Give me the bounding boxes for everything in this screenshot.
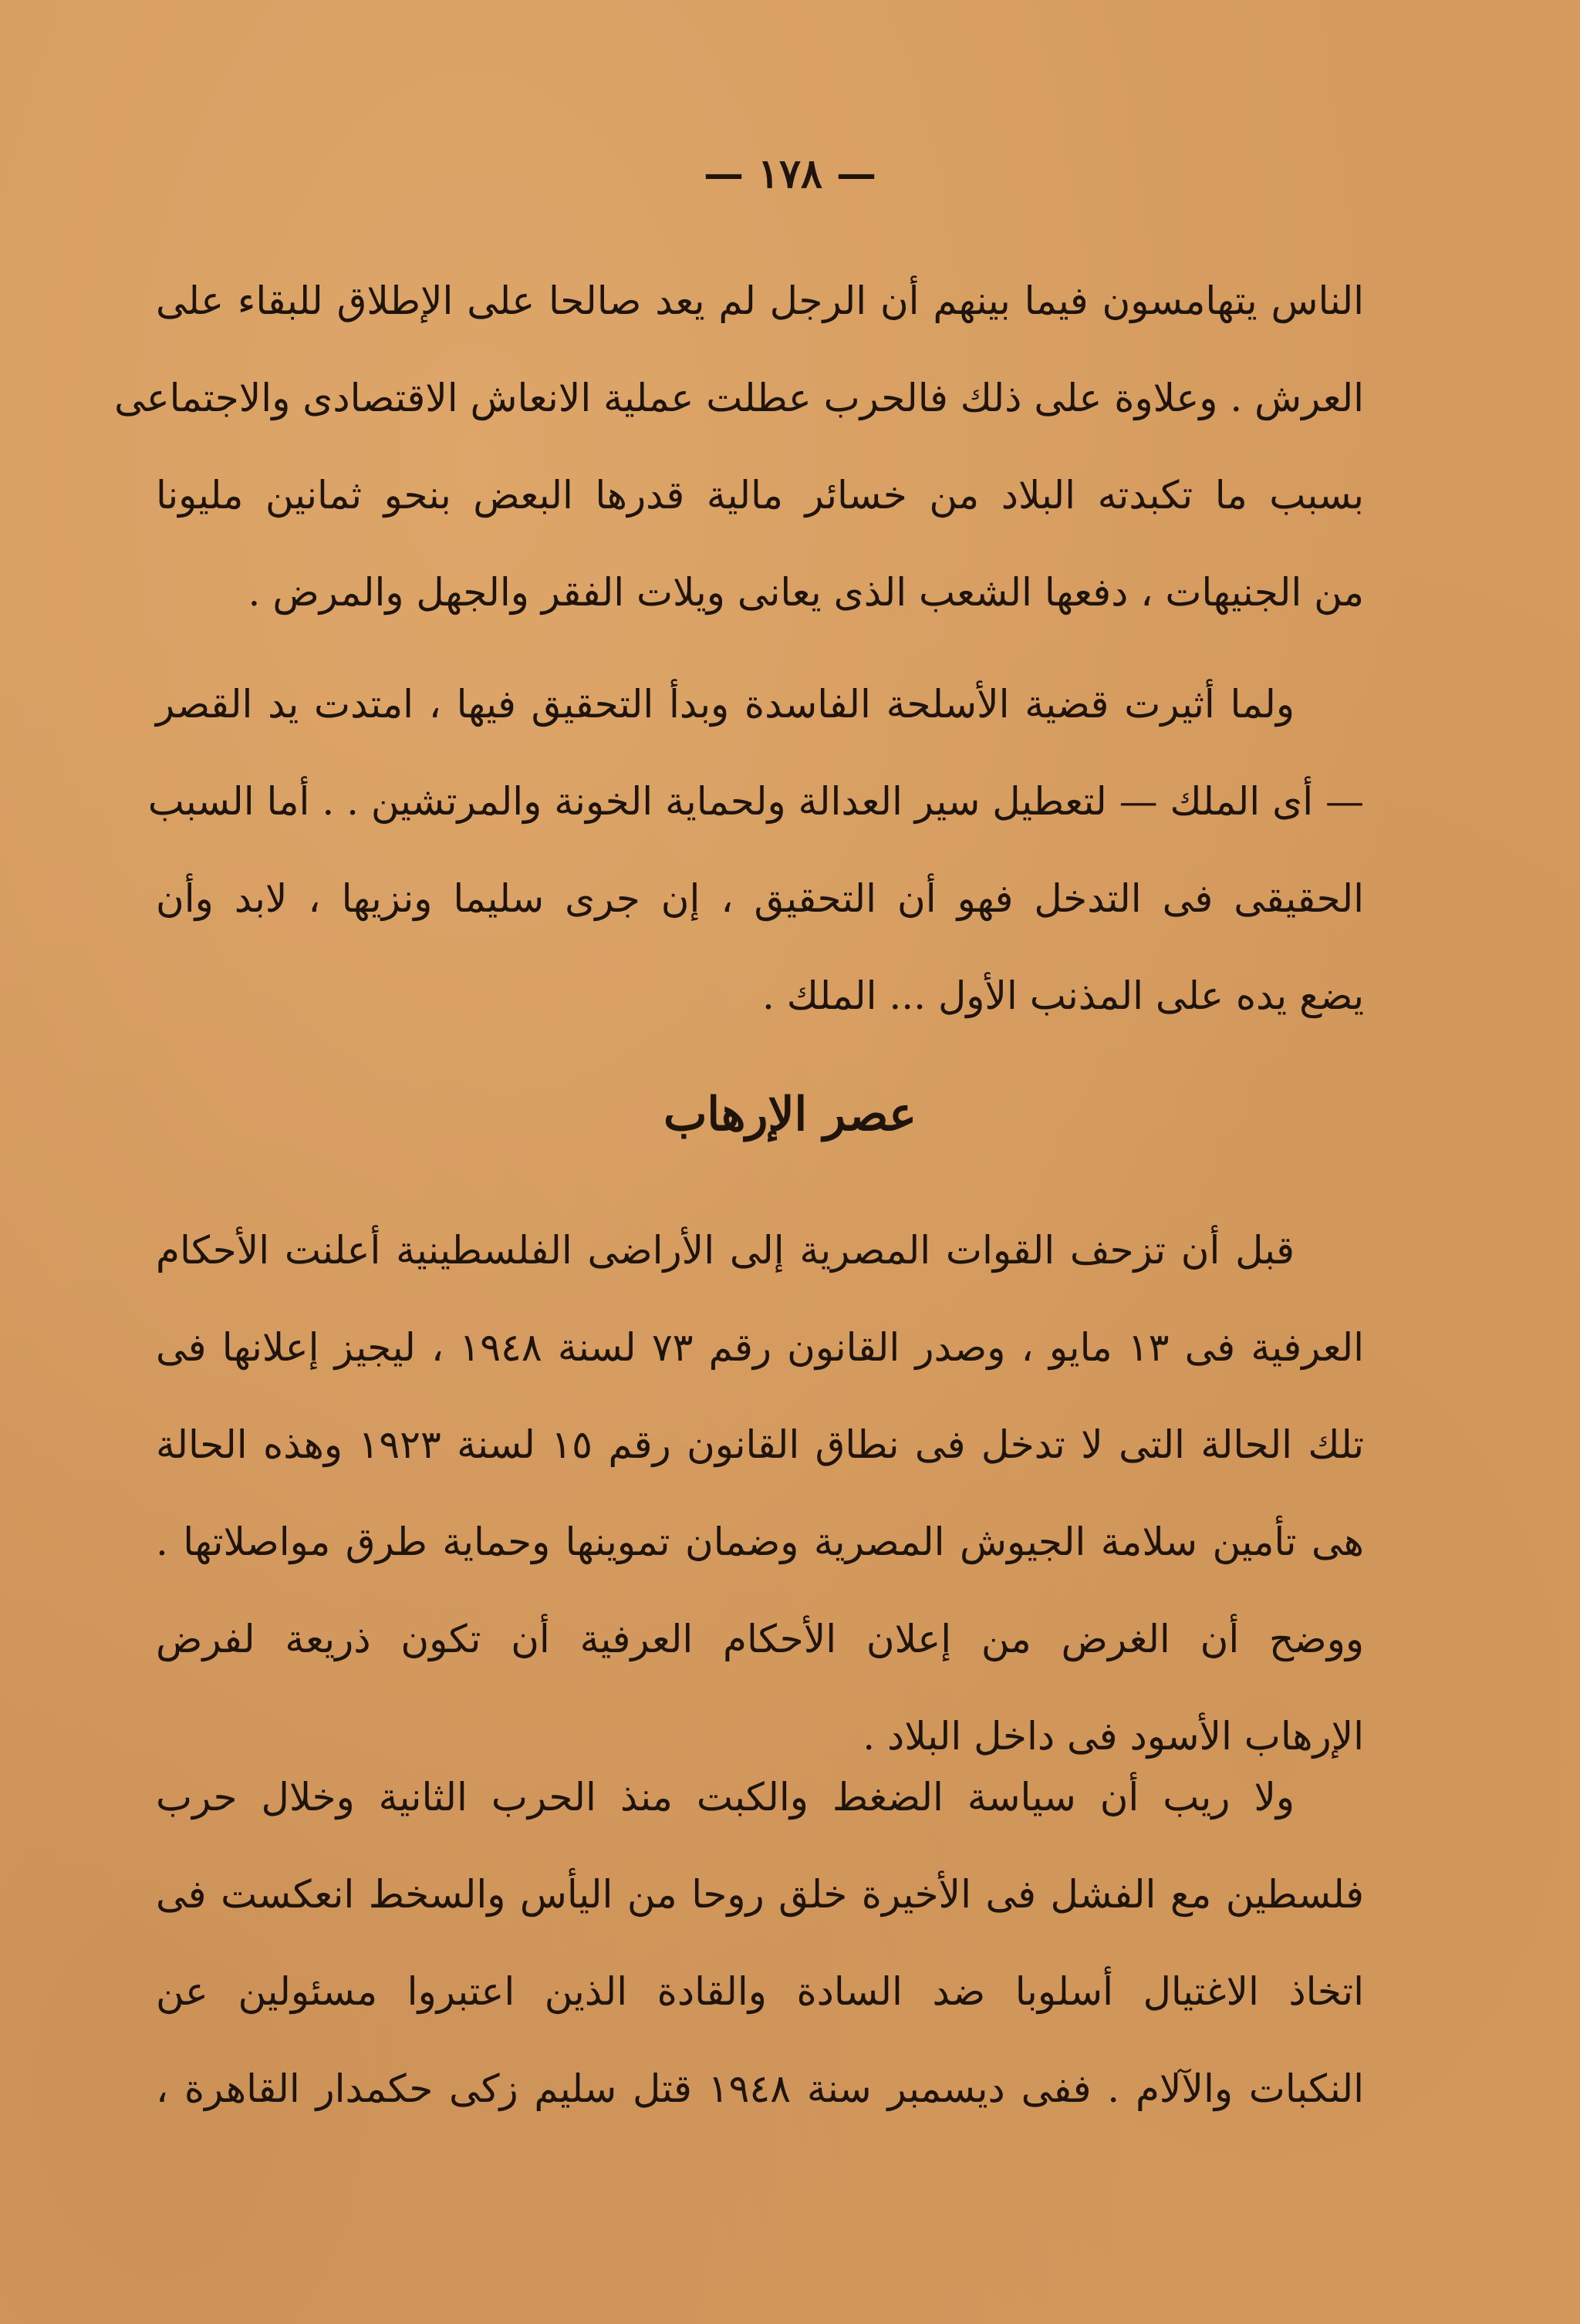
text-line: ولما أثيرت قضية الأسلحة الفاسدة وبدأ التحقيق فيها ، امتدت يد القصر bbox=[156, 682, 1295, 727]
page-number: — ١٧٨ — bbox=[703, 150, 876, 197]
paragraph-1 bbox=[114, 252, 1364, 641]
paragraph-3 bbox=[156, 1202, 1364, 1785]
text-line: العرفية فى ١٣ مايو ، وصدر القانون رقم ٧٣ لسنة ١٩٤٨ ، ليجيز إعلانها فى bbox=[156, 1325, 1364, 1370]
text-line: اتخاذ الاغتيال أسلوبا ضد السادة والقادة الذين اعتبروا مسئولين عن bbox=[156, 1969, 1364, 2014]
text-line: بسبب ما تكبدته البلاد من خسائر مالية قدرها البعض بنحو ثمانين مليونا bbox=[156, 473, 1364, 518]
text-line: فلسطين مع الفشل فى الأخيرة خلق روحا من اليأس والسخط انعكست فى bbox=[156, 1872, 1364, 1917]
text-line: تلك الحالة التى لا تدخل فى نطاق القانون رقم ١٥ لسنة ١٩٢٣ وهذه الحالة bbox=[156, 1422, 1364, 1467]
text-line: الحقيقى فى التدخل فهو أن التحقيق ، إن جرى سليما ونزيها ، لابد وأن bbox=[156, 876, 1364, 921]
text-line: يضع يده على المذنب الأول ... الملك . bbox=[761, 973, 1364, 1018]
text-line: — أى الملك — لتعطيل سير العدالة ولحماية الخونة والمرتشين . . أما السبب bbox=[147, 779, 1364, 824]
text-line: الإرهاب الأسود فى داخل البلاد . bbox=[863, 1714, 1364, 1759]
text-line: ولا ريب أن سياسة الضغط والكبت منذ الحرب الثانية وخلال حرب bbox=[156, 1775, 1295, 1820]
text-line: من الجنيهات ، دفعها الشعب الذى يعانى ويلات الفقر والجهل والمرض . bbox=[248, 570, 1364, 615]
paragraph-4 bbox=[156, 1749, 1364, 2137]
text-line: ووضح أن الغرض من إعلان الأحكام العرفية أن تكون ذريعة لفرض bbox=[156, 1617, 1364, 1661]
text-line: الناس يتهامسون فيما بينهم أن الرجل لم يعد صالحا على الإطلاق للبقاء على bbox=[156, 278, 1364, 323]
paragraph-2 bbox=[147, 656, 1364, 1044]
text-line: النكبات والآلام . ففى ديسمبر سنة ١٩٤٨ قتل سليم زكى حكمدار القاهرة ، bbox=[156, 2066, 1364, 2111]
text-line: هى تأمين سلامة الجيوش المصرية وضمان تموينها وحماية طرق مواصلاتها . bbox=[156, 1520, 1364, 1564]
section-heading: عصر الإرهاب bbox=[663, 1088, 917, 1142]
text-line: العرش . وعلاوة على ذلك فالحرب عطلت عملية الانعاش الاقتصادى والاجتماعى bbox=[114, 376, 1364, 420]
text-line: قبل أن تزحف القوات المصرية إلى الأراضى الفلسطينية أعلنت الأحكام bbox=[156, 1228, 1295, 1273]
